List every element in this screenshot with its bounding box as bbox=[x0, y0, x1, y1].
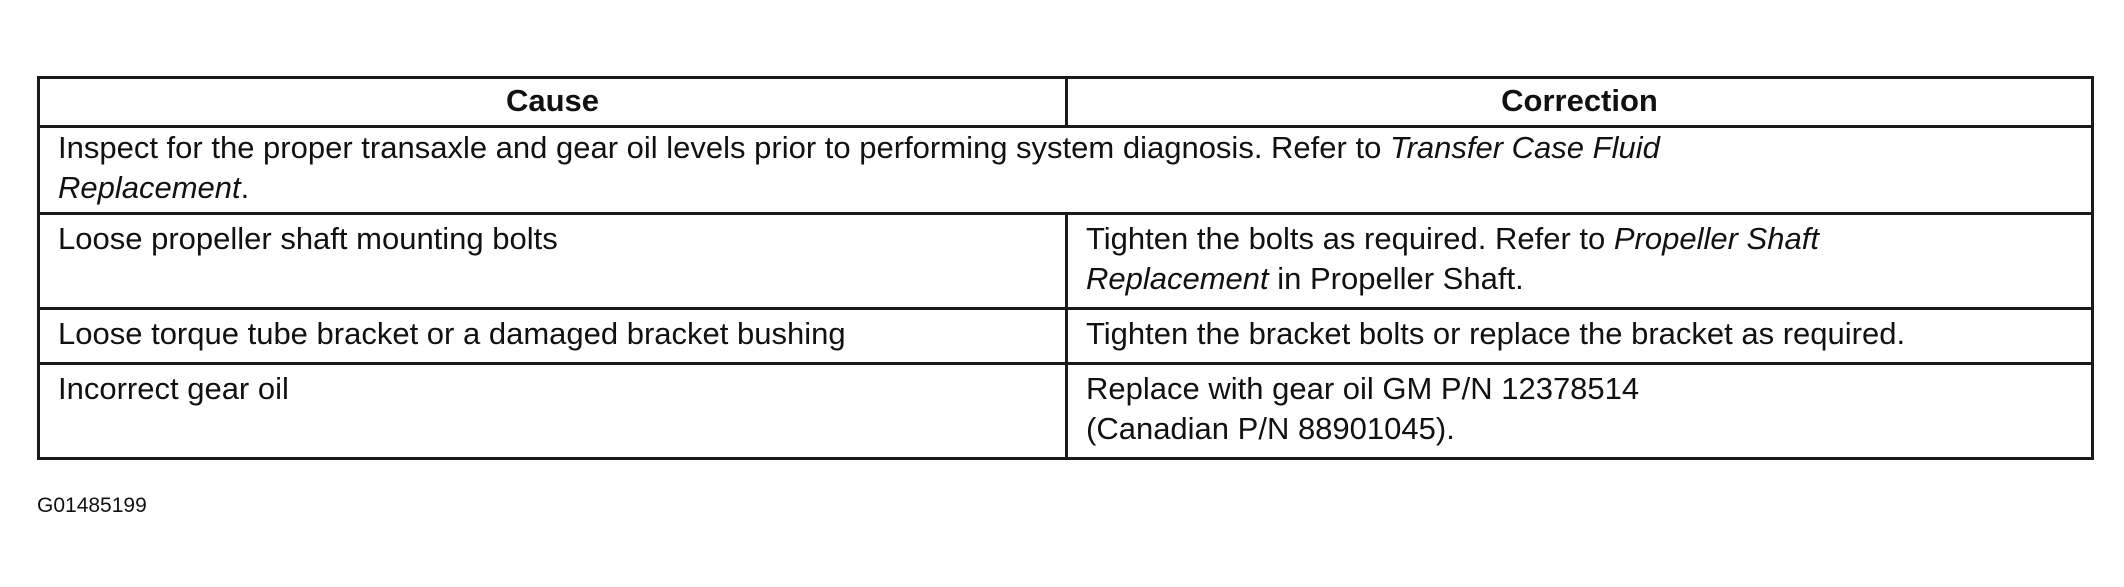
table-row bbox=[39, 309, 2093, 364]
table-row bbox=[39, 364, 2093, 459]
note-cell bbox=[39, 127, 2093, 214]
note-reference-continued: Replacement bbox=[58, 170, 241, 205]
correction-column-header: Correction bbox=[1067, 78, 2093, 127]
correction-suffix: in Propeller Shaft. bbox=[1268, 261, 1524, 296]
correction-reference: Propeller Shaft bbox=[1613, 221, 1819, 256]
correction-line-1: Replace with gear oil GM P/N 12378514 bbox=[1086, 371, 1640, 406]
note-text: Inspect for the proper transaxle and gear oil levels prior to performing system diagnosis. Refer to bbox=[58, 130, 1390, 165]
note-row bbox=[39, 127, 2093, 214]
correction-line-2: (Canadian P/N 88901045). bbox=[1086, 411, 1455, 446]
correction-reference-continued: Replacement bbox=[1086, 261, 1269, 296]
cause-cell: Loose propeller shaft mounting bolts bbox=[39, 214, 1067, 309]
cause-cell: Incorrect gear oil bbox=[39, 364, 1067, 459]
note-period: . bbox=[240, 170, 250, 205]
table-row bbox=[39, 214, 2093, 309]
correction-cell: Tighten the bracket bolts or replace the bracket as required. bbox=[1067, 309, 2093, 364]
note-line-2 bbox=[58, 168, 2073, 208]
cause-cell: Loose torque tube bracket or a damaged bracket bushing bbox=[39, 309, 1067, 364]
figure-id-label: G01485199 bbox=[37, 494, 147, 517]
table-header-row bbox=[39, 78, 2093, 127]
correction-cell bbox=[1067, 214, 2093, 309]
correction-text: Tighten the bolts as required. Refer to bbox=[1086, 221, 1614, 256]
correction-line-2 bbox=[1086, 259, 2073, 299]
correction-cell bbox=[1067, 364, 2093, 459]
note-reference: Transfer Case Fluid bbox=[1389, 130, 1660, 165]
diagnosis-table bbox=[37, 76, 2094, 460]
cause-column-header: Cause bbox=[39, 78, 1067, 127]
